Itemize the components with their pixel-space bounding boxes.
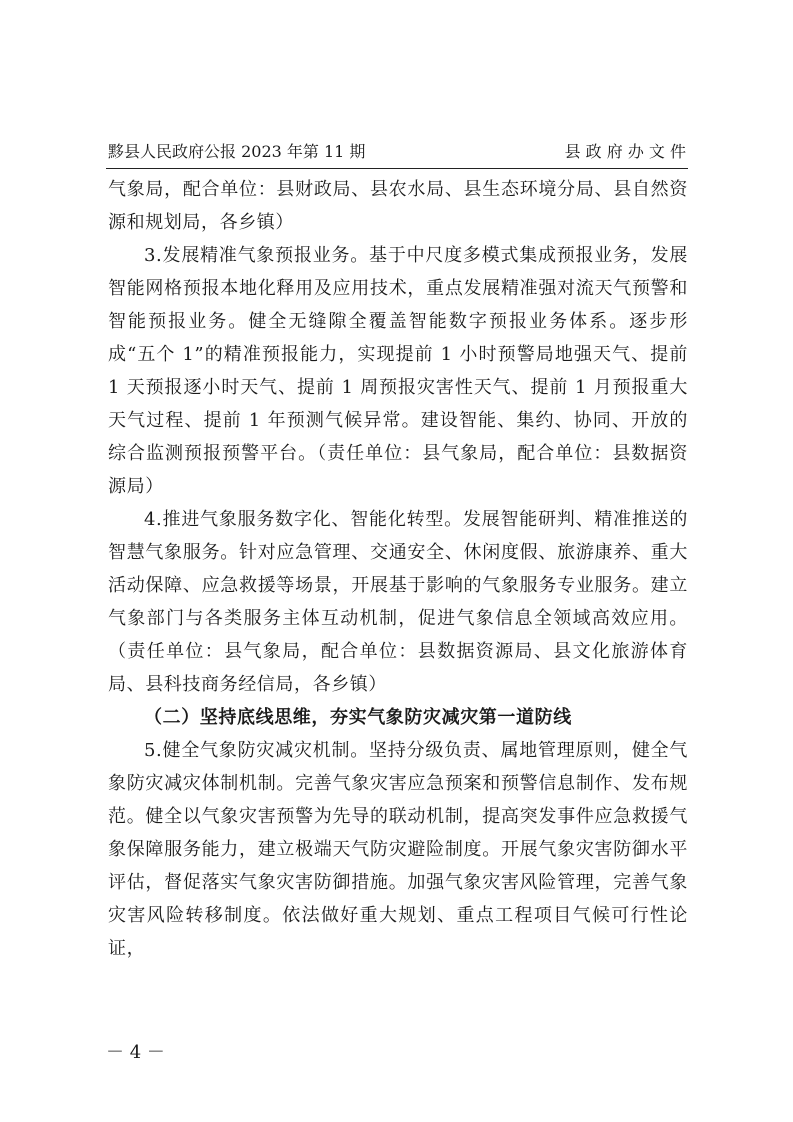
section-heading: （二）坚持底线思维，夯实气象防灾减灾第一道防线 xyxy=(144,707,572,728)
header-publication-title: 黟县人民政府公报 2023 年第 11 期 xyxy=(108,142,366,161)
paragraph-item-4: 4.推进气象服务数字化、智能化转型。发展智能研判、精准推送的智慧气象服务。针对应急管理、交通安全、休闲度假、旅游康养、重大活动保障、应急救援等场景，开展基于影响的气象服务专业服务。建立气象部门与各类服务主体互动机制，促进气象信息全领域高效应用。（责任单位：县气象局，配合单位：县数据资源局、县文化旅游体育局、县科技商务经信局，各乡镇） xyxy=(108,509,688,695)
document-body xyxy=(108,173,688,965)
paragraph-item-3: 3.发展精准气象预报业务。基于中尺度多模式集成预报业务，发展智能网格预报本地化释用及应用技术，重点发展精准强对流天气预警和智能预报业务。健全无缝隙全覆盖智能数字预报业务体系。逐步形成“五个 1”的精准预报能力，实现提前 1 小时预警局地强天气、提前 1 天预报逐小时天气、提前 1 周预报灾害性天气、提前 1 月预报重大天气过程、提前 1 年预测气候异常。建设智能、集约、协同、开放的综合监测预报预警平台。（责任单位：县气象局，配合单位：县数据资源局） xyxy=(108,245,688,497)
header-section-label: 县 政 府 办 文 件 xyxy=(564,142,686,161)
paragraph-continued: 气象局，配合单位：县财政局、县农水局、县生态环境分局、县自然资源和规划局，各乡镇） xyxy=(108,179,688,233)
page-number: － 4 － xyxy=(106,1042,165,1063)
header-divider xyxy=(106,168,688,169)
paragraph-item-5: 5.健全气象防灾减灾机制。坚持分级负责、属地管理原则，健全气象防灾减灾体制机制。完善气象灾害应急预案和预警信息制作、发布规范。健全以气象灾害预警为先导的联动机制，提高突发事件应急救援气象保障服务能力，建立极端天气防灾避险制度。开展气象灾害防御水平评估，督促落实气象灾害防御措施。加强气象灾害风险管理，完善气象灾害风险转移制度。依法做好重大规划、重点工程项目气候可行性论证， xyxy=(108,740,688,959)
page-header xyxy=(108,141,686,163)
